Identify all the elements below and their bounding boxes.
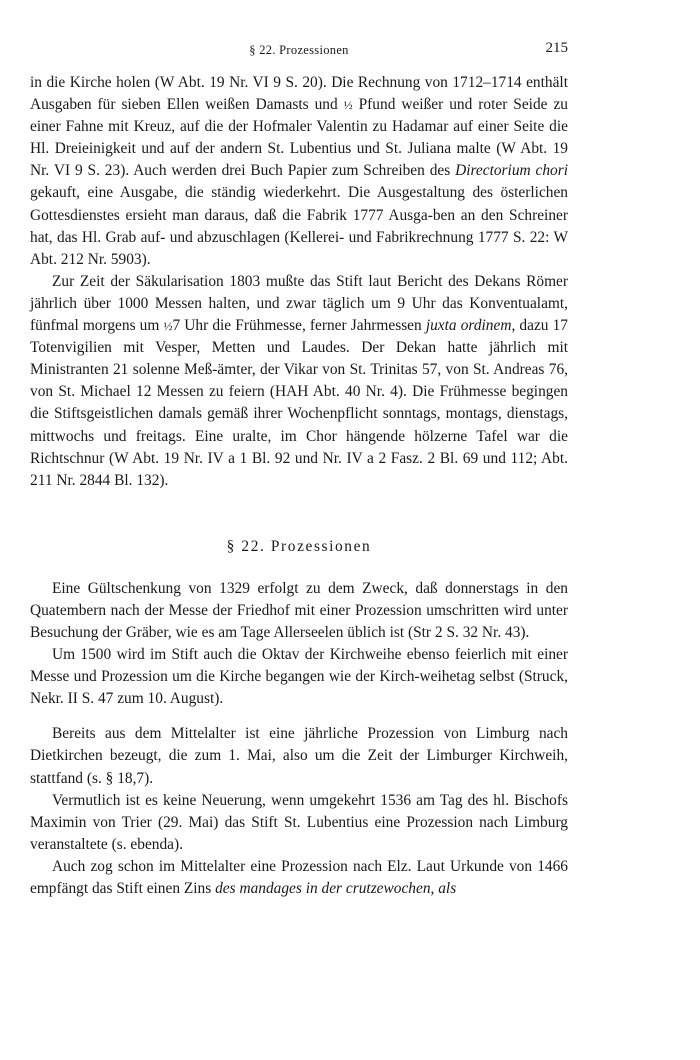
running-title: § 22. Prozessionen <box>249 43 349 57</box>
paragraph-continuation: in die Kirche holen (W Abt. 19 Nr. VI 9 S. 20). Die Rechnung von 1712–1714 enthält Ausgaben für sieben Ellen weißen Damasts und ½ Pfund weißer und roter Seide zu einer Fahne mit Kreuz, auf die der Hofmaler Valentin zu Hadamar auf einer Seite die Hl. Dreieinigkeit und auf der andern St. Lubentius und St. Juliana malte (W Abt. 19 Nr. VI 9 S. 23). Auch werden drei Buch Papier zum Schreiben des Directorium chori gekauft, eine Ausgabe, die ständig wiederkehrt. Die Ausgestaltung des österlichen Gottesdienstes ersieht man daraus, daß die Fabrik 1777 Ausga-ben an den Schreiner hat, das Hl. Grab auf- und abzuschlagen (Kellerei- und Fabrikrechnung 1777 S. 22: W Abt. 212 Nr. 5903). <box>30 74 568 268</box>
running-head <box>30 40 568 62</box>
paragraph-kirchweihe: Um 1500 wird im Stift auch die Oktav der Kirchweihe ebenso feierlich mit einer Messe und Prozession um die Kirche begangen wie der Kirch-weihetag selbst (Struck, Nekr. II S. 47 zum 10. August). <box>30 646 568 708</box>
paragraph-limburg: Bereits aus dem Mittelalter ist eine jährliche Prozession von Limburg nach Dietkirchen bezeugt, die zum 1. Mai, also um die Zeit der Limburger Kirchweih, stattfand (s. § 18,7). <box>30 725 568 787</box>
section-heading: § 22. Prozessionen <box>226 537 372 555</box>
page-number: 215 <box>545 40 568 56</box>
paragraph-elz: Auch zog schon im Mittelalter eine Prozession nach Elz. Laut Urkunde von 1466 empfängt das Stift einen Zins des mandages in der crutzewochen, als <box>30 857 568 897</box>
page-body <box>30 72 568 900</box>
paragraph-gueltschenkung: Eine Gültschenkung von 1329 erfolgt zu dem Zweck, daß donnerstags in den Quatembern nach der Messe der Friedhof mit einer Prozession umschritten wird unter Besuchung der Gräber, wie es am Tage Allerseelen üblich ist (Str 2 S. 32 Nr. 43). <box>30 579 568 641</box>
paragraph-saekularisation: Zur Zeit der Säkularisation 1803 mußte das Stift laut Bericht des Dekans Römer jährlich über 1000 Messen halten, und zwar täglich um 9 Uhr das Konventualamt, fünfmal morgens um ½7 Uhr die Frühmesse, ferner Jahrmessen juxta ordinem, dazu 17 Totenvigilien mit Vesper, Metten und Laudes. Der Dekan hatte jährlich mit Ministranten 21 solenne Meß-ämter, der Vikar von St. Trinitas 57, von St. Andreas 76, von St. Michael 12 Messen zu feiern (HAH Abt. 40 Nr. 4). Die Frühmesse begingen die Stiftsgeistlichen damals gemäß ihrer Wochenpflicht sonntags, montags, dienstags, mittwochs und freitags. Eine uralte, im Chor hängende hölzerne Tafel war die Richtschnur (W Abt. 19 Nr. IV a 1 Bl. 92 und Nr. IV a 2 Fasz. 2 Bl. 69 und 112; Abt. 211 Nr. 2844 Bl. 132). <box>30 272 568 489</box>
paragraph-maximin: Vermutlich ist es keine Neuerung, wenn umgekehrt 1536 am Tag des hl. Bischofs Maximin von Trier (29. Mai) das Stift St. Lubentius eine Prozession nach Limburg veranstaltete (s. ebenda). <box>30 791 568 853</box>
